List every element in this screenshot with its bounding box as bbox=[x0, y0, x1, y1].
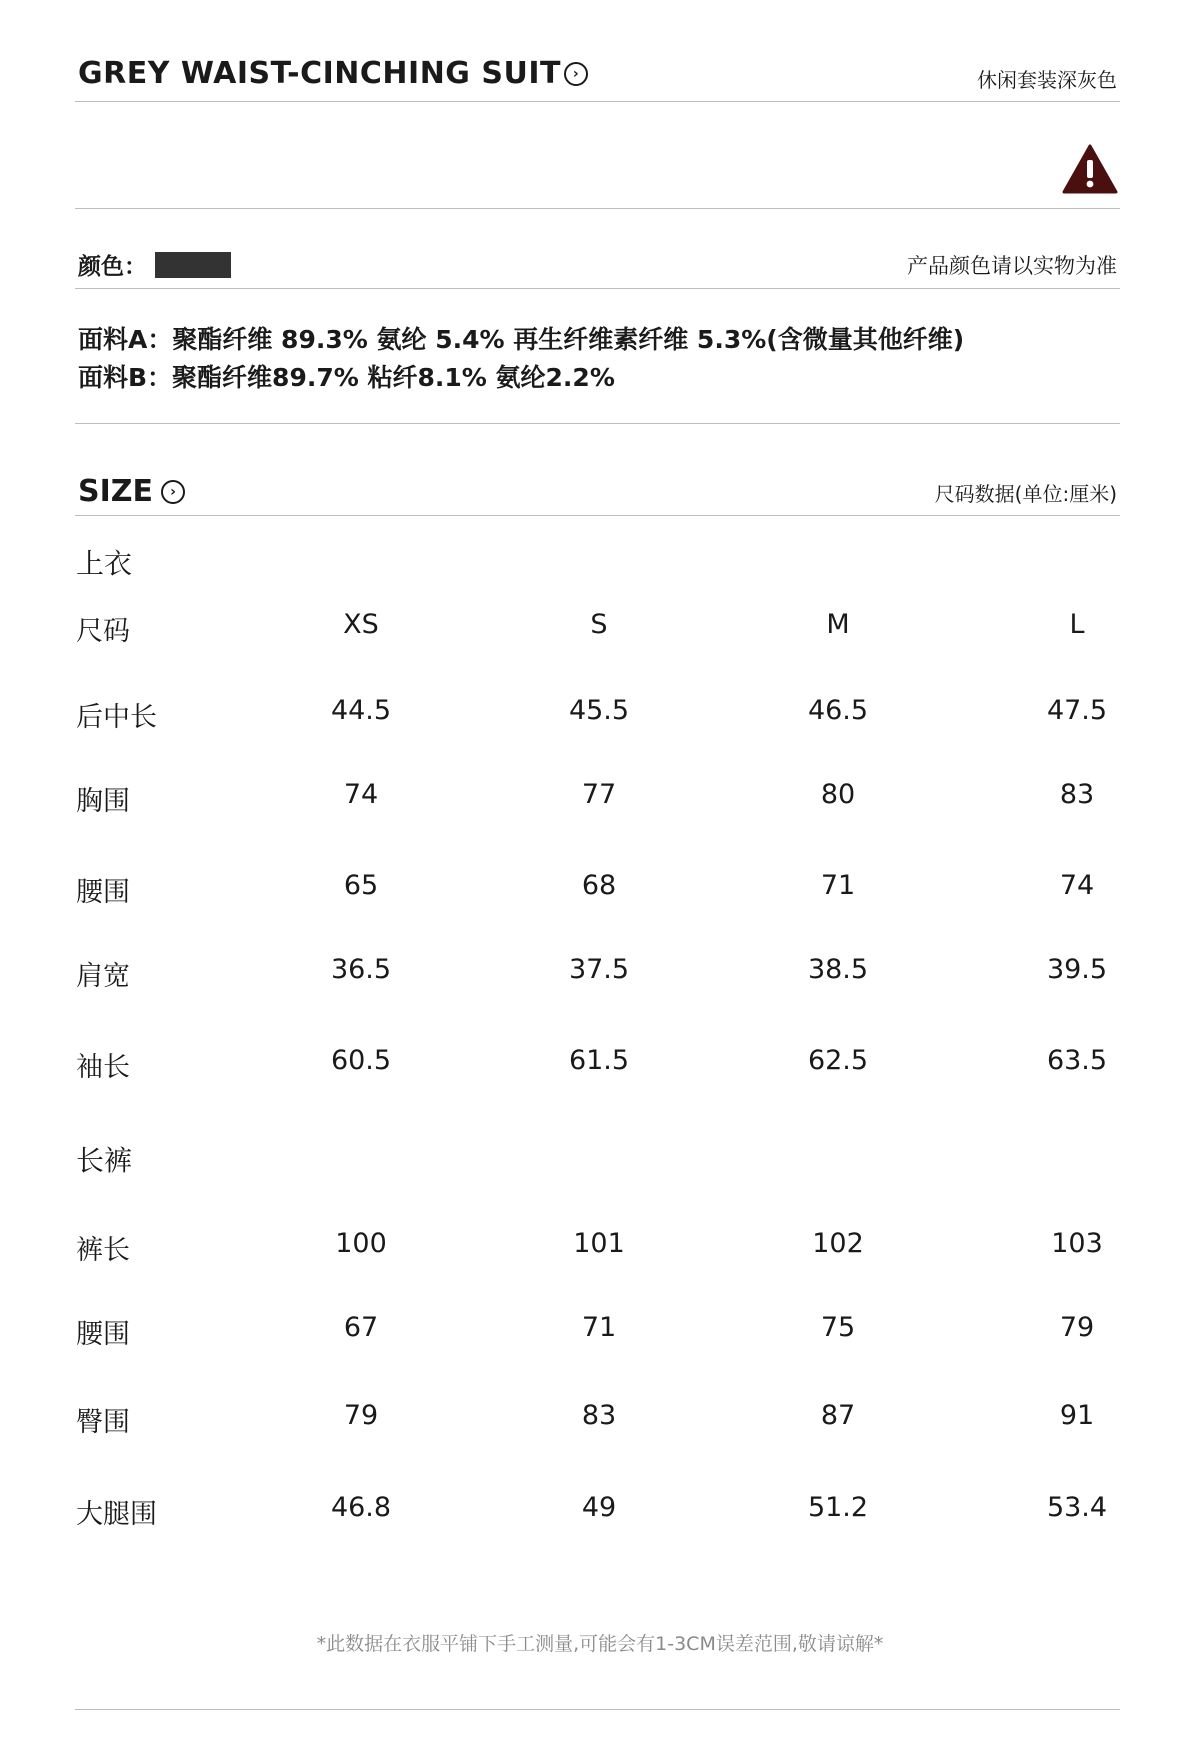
divider bbox=[75, 288, 1120, 289]
cell-value: 46.8 bbox=[330, 1492, 392, 1523]
color-row bbox=[78, 248, 231, 281]
divider bbox=[75, 423, 1120, 424]
row-label: 袖长 bbox=[76, 1052, 130, 1083]
cell-value: 65 bbox=[343, 870, 379, 901]
cell-value: 68 bbox=[581, 870, 617, 901]
row-label: 肩宽 bbox=[76, 961, 130, 992]
cell-value: 79 bbox=[343, 1400, 379, 1431]
table-row bbox=[0, 1312, 1200, 1352]
cell-value: 103 bbox=[1051, 1228, 1103, 1259]
fabric-b: 面料B：聚酯纤维89.7% 粘纤8.1% 氨纶2.2% bbox=[78, 363, 615, 392]
row-label: 裤长 bbox=[76, 1235, 130, 1266]
cell-value: 44.5 bbox=[330, 695, 392, 726]
divider bbox=[75, 208, 1120, 209]
table-row bbox=[0, 1492, 1200, 1532]
table-row bbox=[0, 695, 1200, 735]
divider bbox=[75, 1709, 1120, 1710]
cell-value: 67 bbox=[343, 1312, 379, 1343]
cell-value: 71 bbox=[581, 1312, 617, 1343]
row-label: 腰围 bbox=[76, 877, 130, 908]
cell-value: 53.4 bbox=[1046, 1492, 1108, 1523]
cell-value: 39.5 bbox=[1046, 954, 1108, 985]
cell-value: 51.2 bbox=[807, 1492, 869, 1523]
table-row bbox=[0, 870, 1200, 910]
cell-value: 63.5 bbox=[1046, 1045, 1108, 1076]
fabric-a: 面料A：聚酯纤维 89.3% 氨纶 5.4% 再生纤维素纤维 5.3%(含微量其他纤维) bbox=[78, 325, 965, 354]
cell-value: 100 bbox=[335, 1228, 387, 1259]
cell-value: 61.5 bbox=[568, 1045, 630, 1076]
divider bbox=[75, 101, 1120, 102]
table-row bbox=[0, 1228, 1200, 1268]
table-row bbox=[0, 1400, 1200, 1440]
cell-value: 75 bbox=[820, 1312, 856, 1343]
row-label: 大腿围 bbox=[76, 1499, 157, 1530]
cell-value: 47.5 bbox=[1046, 695, 1108, 726]
cell-value: 71 bbox=[820, 870, 856, 901]
cell-value: 101 bbox=[573, 1228, 625, 1259]
section-label-top: 上衣 bbox=[76, 547, 133, 580]
cell-value: 49 bbox=[581, 1492, 617, 1523]
cell-value: 46.5 bbox=[807, 695, 869, 726]
cell-value: 102 bbox=[812, 1228, 864, 1259]
size-note: 尺码数据(单位:厘米) bbox=[934, 482, 1117, 506]
cell-value: 87 bbox=[820, 1400, 856, 1431]
circle-chevron-right-icon: › bbox=[564, 62, 588, 86]
cell-value: 36.5 bbox=[330, 954, 392, 985]
section-label-pants: 长裤 bbox=[76, 1144, 133, 1177]
cell-value: 74 bbox=[343, 779, 379, 810]
page-title bbox=[78, 56, 588, 91]
cell-value: 38.5 bbox=[807, 954, 869, 985]
color-note: 产品颜色请以实物为准 bbox=[907, 254, 1117, 278]
cell-value: 83 bbox=[1059, 779, 1095, 810]
cell-value: 45.5 bbox=[568, 695, 630, 726]
page-subtitle: 休闲套装深灰色 bbox=[977, 68, 1117, 92]
title-text: GREY WAIST-CINCHING SUIT bbox=[78, 56, 561, 91]
cell-value: 80 bbox=[820, 779, 856, 810]
row-label: 后中长 bbox=[76, 702, 157, 733]
color-label: 颜色： bbox=[78, 254, 147, 280]
color-swatch bbox=[155, 252, 231, 278]
row-label: 臀围 bbox=[76, 1407, 130, 1438]
cell-value: 83 bbox=[581, 1400, 617, 1431]
size-title-text: SIZE bbox=[78, 474, 154, 509]
cell-value: 79 bbox=[1059, 1312, 1095, 1343]
cell-value: 60.5 bbox=[330, 1045, 392, 1076]
cell-value: 37.5 bbox=[568, 954, 630, 985]
circle-chevron-right-icon: › bbox=[161, 480, 185, 504]
size-s: S bbox=[590, 609, 608, 640]
table-row bbox=[0, 1045, 1200, 1085]
footnote: *此数据在衣服平铺下手工测量,可能会有1-3CM误差范围,敬请谅解* bbox=[316, 1633, 884, 1655]
size-m: M bbox=[826, 609, 850, 640]
size-xs: XS bbox=[343, 609, 379, 640]
divider bbox=[75, 515, 1120, 516]
row-label: 胸围 bbox=[76, 786, 130, 817]
cell-value: 74 bbox=[1059, 870, 1095, 901]
cell-value: 91 bbox=[1059, 1400, 1095, 1431]
size-title bbox=[78, 474, 185, 509]
table-row bbox=[0, 954, 1200, 994]
cell-value: 62.5 bbox=[807, 1045, 869, 1076]
cell-value: 77 bbox=[581, 779, 617, 810]
size-header-row bbox=[0, 609, 1200, 649]
table-row bbox=[0, 779, 1200, 819]
size-l: L bbox=[1069, 609, 1085, 640]
warning-triangle-icon bbox=[1062, 143, 1118, 195]
row-label: 尺码 bbox=[76, 616, 130, 647]
row-label: 腰围 bbox=[76, 1319, 130, 1350]
